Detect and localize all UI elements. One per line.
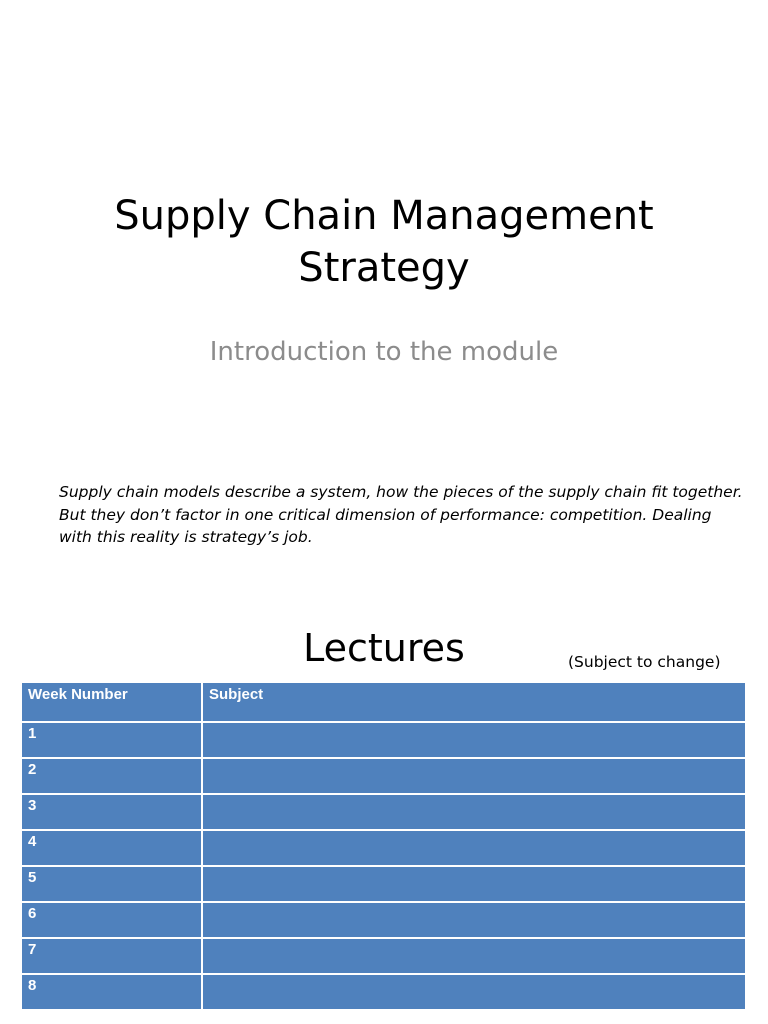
table-row	[21, 722, 746, 758]
intro-quote: Supply chain models describe a system, how the pieces of the supply chain fit together. But they don’t factor in one critical dimension of performance: competition. Dealing with this reality is strategy’s job.	[59, 483, 743, 546]
table-row	[21, 758, 746, 794]
subject-cell	[202, 722, 746, 758]
table-row	[21, 830, 746, 866]
slide-title	[0, 190, 768, 294]
header-week-number: Week Number	[21, 682, 202, 722]
table-row	[21, 938, 746, 974]
table-row	[21, 974, 746, 1010]
week-cell: 6	[21, 902, 202, 938]
subject-cell	[202, 830, 746, 866]
slide-title-line-1: Supply Chain Management	[114, 193, 654, 239]
subject-cell	[202, 938, 746, 974]
table-row	[21, 902, 746, 938]
header-subject: Subject	[202, 682, 746, 722]
subject-cell	[202, 974, 746, 1010]
table-row	[21, 866, 746, 902]
week-cell: 5	[21, 866, 202, 902]
lecture-schedule-table	[20, 681, 747, 1011]
week-cell: 1	[21, 722, 202, 758]
week-cell: 3	[21, 794, 202, 830]
week-cell: 8	[21, 974, 202, 1010]
week-cell: 2	[21, 758, 202, 794]
subject-to-change-note: (Subject to change)	[568, 653, 721, 671]
slide-title-line-2: Strategy	[298, 245, 470, 291]
subject-cell	[202, 794, 746, 830]
subject-cell	[202, 758, 746, 794]
week-cell: 4	[21, 830, 202, 866]
table-header-row	[21, 682, 746, 722]
subject-cell	[202, 902, 746, 938]
subject-cell	[202, 866, 746, 902]
week-cell: 7	[21, 938, 202, 974]
lectures-heading: Lectures	[303, 626, 465, 670]
table-row	[21, 794, 746, 830]
slide-subtitle: Introduction to the module	[209, 337, 559, 367]
